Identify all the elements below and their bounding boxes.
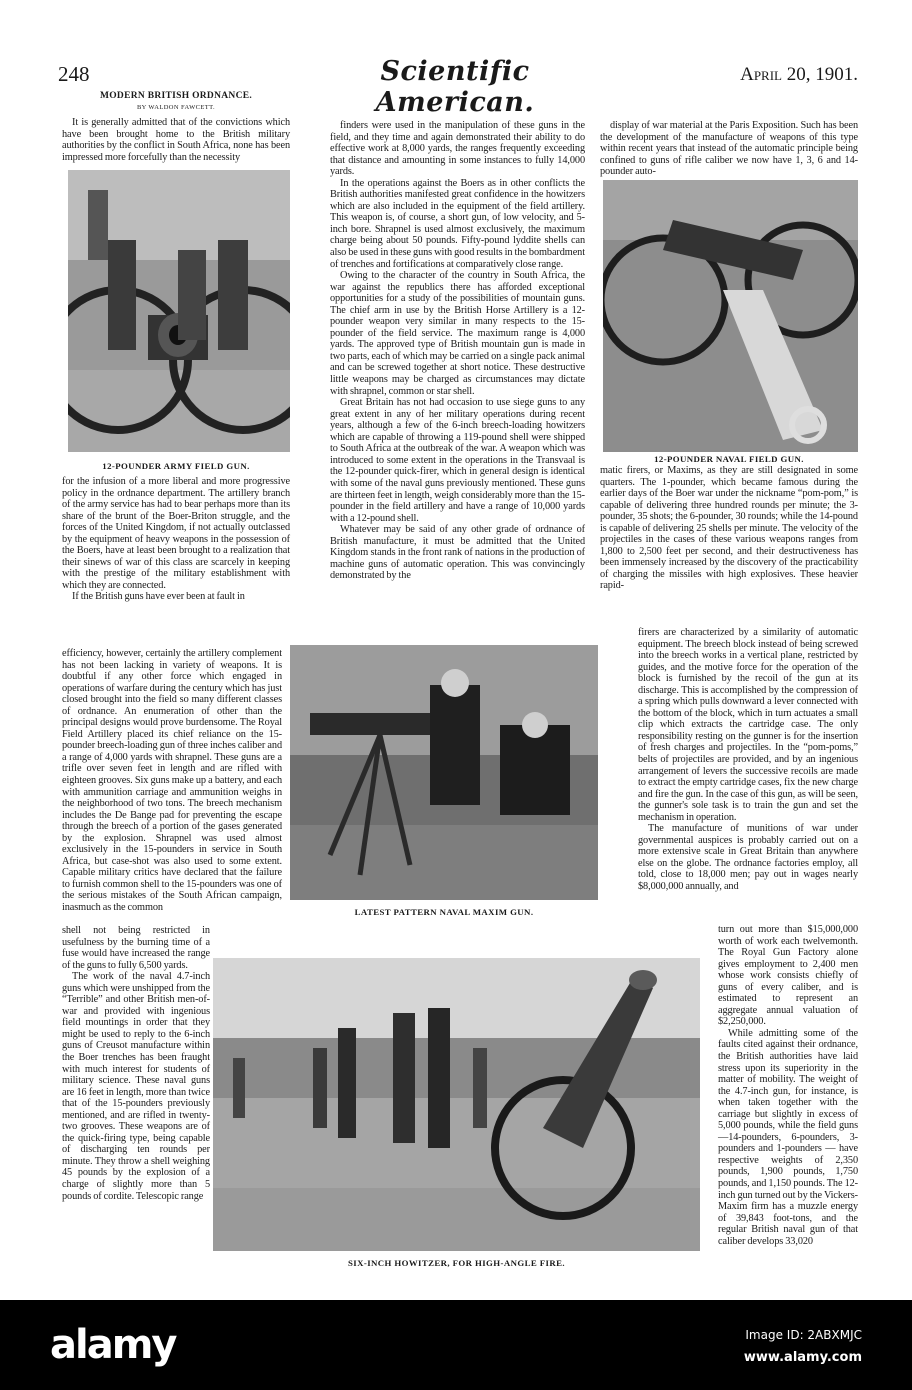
- alamy-logo: alamy: [50, 1322, 176, 1368]
- paragraph: matic firers, or Maxims, as they are still designated in some quarters. The 1-pounder, which became famous during the earlier days of the Boer war under the nickname “pom-pom,” is capable of delivering three hundred rounds per minute; the 3-pounder, 35 shots; the 6-pounder, 30 rounds; while the 14-pound is capable of delivering 25 shells per minute. The velocity of the projectiles in the cases of these various weapons ranges from 1,800 to 2,500 feet per second, and their destructiveness has been immensely increased by the discovery of the practicability of charging the missiles with high explosives. These heavier rapid-: [600, 465, 858, 592]
- photo-naval-maxim-gun: [290, 645, 598, 900]
- article-byline: BY WALDON FAWCETT.: [136, 104, 216, 111]
- left-text-b: [62, 476, 290, 603]
- left-text-a: [62, 117, 290, 163]
- paragraph: The work of the naval 4.7-inch guns which were unshipped from the “Terrible” and other British men-of-war and provided with ingenious field mountings in order that they might be used to reply to the 6-inch guns of Creusot manufacture within the Boer trenches has been fraught with much interest for students of military science. These naval guns are 16 feet in length, more than twice that of the 15-pounders previously mentioned, and are rifled in twenty-two grooves. These weapons are of the quick-firing type, being capable of discharging ten rounds per minute. They throw a shell weighing 45 pounds by the explosion of a charge of slightly more than 5 pounds of cordite. Telescopic range: [62, 971, 210, 1202]
- paragraph: The manufacture of munitions of war under governmental auspices is probably carried out on a more extensive scale in Great Britain than anywhere else on the globe. The ordnance factories employ, all told, close to 18,000 men; pay out in wages nearly $8,000,000 annually, and: [638, 823, 858, 893]
- paragraph: Great Britain has not had occasion to use siege guns to any great extent in any of her military operations during recent years, although a few of the 6-inch breech-loading howitzers which are capable of throwing a 119-pound shell were shipped to South Africa at the outbreak of the war. A weapon which was introduced to some extent in the operations in the Transvaal is the 12-pounder quick-firer, which in general design is identical with some of the naval guns previously mentioned. These guns are thirteen feet in length, weigh considerably more than the 15-pounder in the field artillery and have a range of 10,000 yards with a 12-pound shell.: [330, 397, 585, 524]
- photo-army-field-gun: [68, 170, 290, 452]
- right-text-a: [600, 120, 858, 178]
- right-text-b: [600, 465, 858, 592]
- paragraph: display of war material at the Paris Exposition. Such has been the development of the manufacture of weapons of this type within recent years that instead of the automatic principle being confined to guns of rifle caliber we now have 1, 3, 6 and 14-pounder auto-: [600, 120, 858, 178]
- paragraph: It is generally admitted that of the convictions which have been brought home to the British military authorities by the conflict in South Africa, none has been impressed more forcefully than the necessity: [62, 117, 290, 163]
- caption-six-inch-howitzer: SIX-INCH HOWITZER, FOR HIGH-ANGLE FIRE.: [348, 1258, 565, 1268]
- page-number: 248: [58, 62, 90, 86]
- middle-text: [330, 120, 585, 582]
- photo-naval-field-gun: [603, 180, 858, 452]
- paragraph: firers are characterized by a similarity of automatic equipment. The breech block instead of being screwed into the breech works in a vertical plane, restricted by guides, and the motive force for the operation of the block is furnished by the recoil of the gun at its discharge. This is accomplished by the compression of a spring which pulls downward a lever connected with the bottom of the block, which in turn actuates a small clip which extracts the cartridge case. The only responsibility resting on the gunner is for the insertion of fresh charges and projectiles. In the “pom-poms,” belts of projectiles are provided, and by an ingenious arrangement of levers the successive recoils are made to extract the empty cartridge cases, fix the new charge and fire the gun. In the case of this gun, as will be seen, the gunner's sole task is to train the gun and set the mechanism in operation.: [638, 627, 858, 823]
- article-title: MODERN BRITISH ORDNANCE.: [99, 91, 253, 101]
- right-text-c: [638, 627, 858, 893]
- image-id: Image ID: 2ABXMJC: [745, 1328, 862, 1342]
- paragraph: Owing to the character of the country in South Africa, the war against the republics there has afforded exceptional opportunities for a study of the possibilities of mountain guns. The chief arm in use by the British Horse Artillery is a 12-pounder weapon very similar in many respects to the 15-pounder of the field service. The maximum range is 4,000 yards. The approved type of British mountain gun is made in two parts, each of which may be carried on a single pack animal and can be screwed together at short notice. These destructive little weapons may be charged as circumstances may dictate with shrapnel, common or star shell.: [330, 270, 585, 397]
- site-url: www.alamy.com: [743, 1350, 862, 1365]
- paragraph: finders were used in the manipulation of these guns in the field, and they time and again demonstrated their ability to do effective work at 8,000 yards, the ranges frequently exceeding that distance and amounting in some instances to fully 14,000 yards.: [330, 120, 585, 178]
- paragraph: While admitting some of the faults cited against their ordnance, the British authorities have laid stress upon its superiority in the matter of mobility. The weight of the 4.7-inch gun, for instance, is when taken together with the carriage but slightly in excess of 5,000 pounds, while the field guns—14-pounders, 6-pounders, 3-pounders and 1-pounders — have respective weights of 2,350 pounds, 1,900 pounds, 1,750 pounds, and 1,150 pounds. The 12-inch gun turned out by the Vickers-Maxim firm has a muzzle energy of 39,843 foot-tons, and the regular British naval gun of that caliber develops 33,020: [718, 1027, 858, 1247]
- paragraph: If the British guns have ever been at fault in: [72, 591, 245, 603]
- masthead: Scientific American.: [375, 56, 535, 118]
- right-text-d: [718, 924, 858, 1247]
- paragraph: shell not being restricted in usefulness by the burning time of a fuse would have increased the range of the guns to fully 6,500 yards.: [62, 925, 210, 971]
- issue-date: April 20, 1901.: [740, 64, 858, 85]
- paragraph: turn out more than $15,000,000 worth of work each twelvemonth. The Royal Gun Factory alone gives employment to 2,400 men whose work consists chiefly of guns of every caliber, and is estimated to represent an aggregate annual valuation of $2,250,000.: [718, 924, 858, 1028]
- left-text-c: [62, 648, 282, 914]
- paragraph: Whatever may be said of any other grade of ordnance of British manufacture, it must be admitted that the United Kingdom stands in the front rank of nations in the production of machine guns of automatic operation. This was convincingly demonstrated by the: [330, 524, 585, 582]
- left-text-d: [62, 925, 210, 1202]
- photo-six-inch-howitzer: [213, 958, 700, 1251]
- paragraph: efficiency, however, certainly the artillery complement has not been lacking in variety of weapons. It is doubtful if any other force which engaged in operations of warfare during the century which has just closed brought into the field so many different classes of ordnance. An enumeration of other than the principal designs would prove burdensome. The Royal Field Artillery placed its chief reliance on the 15-pounder breech-loading gun of three inches caliber and a range of 4,000 yards with shrapnel. These guns are a trifle over seven feet in length and are rifled with eighteen grooves. Six guns make up a battery, and each with ammunition carriage and ammunition weighs in the neighborhood of two tons. The breech mechanism includes the De Bange pad for preventing the escape through the breech of a portion of the gases generated by the explosion. Shrapnel was used almost exclusively in the 15-pounders in service in South Africa, but case-shot was also used to some extent. Capable military critics have declared that the failure to furnish common shell to the 15-pounders was one of the serious mistakes of the South African campaign, inasmuch as the common: [62, 648, 282, 914]
- caption-army-field-gun: 12-POUNDER ARMY FIELD GUN.: [102, 461, 250, 471]
- caption-naval-field-gun: 12-POUNDER NAVAL FIELD GUN.: [654, 454, 804, 464]
- paragraph: for the infusion of a more liberal and more progressive policy in the ordnance department. The artillery branch of the army service has had to bear perhaps more than its share of the brunt of the Boer-Briton struggle, and the forces of the United Kingdom, if not actually outclassed by the equipment of heavy weapons in the possession of the Boers, have at least been brought to a realization that their sinews of war of this class are scarcely in keeping with the prestige of the military establishment with which they are connected.: [62, 476, 290, 591]
- caption-naval-maxim-gun: LATEST PATTERN NAVAL MAXIM GUN.: [354, 907, 534, 917]
- paragraph: In the operations against the Boers as in other conflicts the British authorities manifested great confidence in the howitzers which are also included in the equipment of the field artillery. This weapon is, of course, a short gun, of low velocity, and 5-inch bore. Shrapnel is used almost exclusively, the maximum charge being about 50 pounds. Fifty-pound lyddite shells can also be used in these guns with good results in the bombardment of trenches and fortifications at comparatively close range.: [330, 177, 585, 270]
- watermark-footer: [0, 1300, 912, 1390]
